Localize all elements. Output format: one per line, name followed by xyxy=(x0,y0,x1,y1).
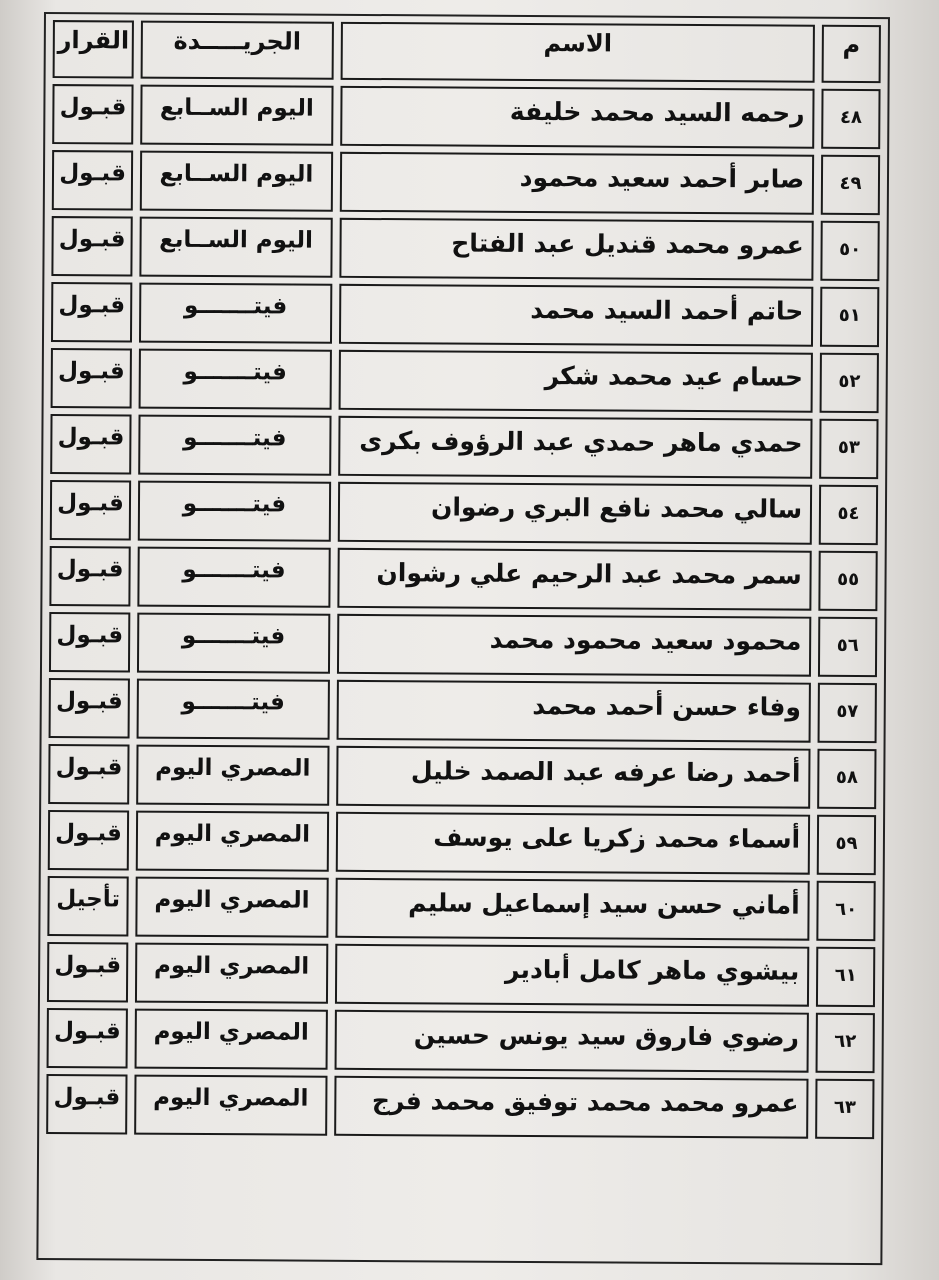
row-number: ٥٧ xyxy=(818,683,877,743)
row-decision: قبـول xyxy=(51,216,132,276)
row-newspaper: المصري اليوم xyxy=(134,1075,327,1136)
row-decision: قبـول xyxy=(51,282,132,342)
table-row xyxy=(47,1008,875,1073)
row-decision: قبـول xyxy=(51,348,132,408)
row-decision: قبـول xyxy=(50,480,131,540)
row-decision: قبـول xyxy=(49,546,130,606)
header-name: الاسم xyxy=(340,22,815,83)
table-header-row xyxy=(53,20,881,83)
row-name: حمدي ماهر حمدي عبد الرؤوف بكرى xyxy=(338,416,813,479)
table-row xyxy=(46,1074,874,1139)
row-name: عمرو محمد محمد توفيق محمد فرج xyxy=(334,1076,809,1139)
candidates-table xyxy=(39,14,888,1145)
row-number: ٥٨ xyxy=(817,749,876,809)
row-name: رحمه السيد محمد خليفة xyxy=(340,86,815,149)
row-name: سالي محمد نافع البري رضوان xyxy=(338,482,813,545)
document-table-frame xyxy=(36,12,890,1265)
row-decision: قبـول xyxy=(49,612,130,672)
row-decision: قبـول xyxy=(47,942,128,1002)
row-newspaper: المصري اليوم xyxy=(135,877,328,938)
header-newspaper: الجريـــــدة xyxy=(141,21,334,80)
row-name: حاتم أحمد السيد محمد xyxy=(339,284,814,347)
row-number: ٥٤ xyxy=(819,485,878,545)
row-number: ٦١ xyxy=(816,947,875,1007)
table-row xyxy=(50,480,878,545)
row-name: عمرو محمد قنديل عبد الفتاح xyxy=(339,218,814,281)
table-row xyxy=(51,348,879,413)
row-number: ٥٦ xyxy=(818,617,877,677)
row-newspaper: فيتـــــــو xyxy=(137,679,330,740)
table-row xyxy=(48,810,876,875)
row-number: ٦٠ xyxy=(817,881,876,941)
row-newspaper: اليوم الســابع xyxy=(140,85,333,146)
row-decision: قبـول xyxy=(46,1074,127,1134)
table-row xyxy=(49,546,877,611)
row-decision: قبـول xyxy=(52,150,133,210)
row-newspaper: فيتـــــــو xyxy=(139,283,332,344)
row-newspaper: اليوم الســابع xyxy=(140,151,333,212)
table-row xyxy=(47,942,875,1007)
table-row xyxy=(49,612,877,677)
row-newspaper: المصري اليوم xyxy=(135,1009,328,1070)
row-decision: تأجيل xyxy=(47,876,128,936)
table-row xyxy=(48,744,876,809)
row-name: وفاء حسن أحمد محمد xyxy=(336,680,811,743)
row-newspaper: فيتـــــــو xyxy=(137,613,330,674)
row-decision: قبـول xyxy=(48,810,129,870)
table-row xyxy=(52,84,880,149)
table-row xyxy=(51,216,879,281)
row-newspaper: فيتـــــــو xyxy=(139,349,332,410)
row-number: ٥٥ xyxy=(819,551,878,611)
row-newspaper: المصري اليوم xyxy=(135,943,328,1004)
row-number: ٤٨ xyxy=(821,89,880,149)
row-name: أحمد رضا عرفه عبد الصمد خليل xyxy=(336,746,811,809)
table-row xyxy=(47,876,875,941)
row-name: أسماء محمد زكريا على يوسف xyxy=(336,812,811,875)
row-name: محمود سعيد محمود محمد xyxy=(337,614,812,677)
table-row xyxy=(51,282,879,347)
row-number: ٥٢ xyxy=(820,353,879,413)
row-newspaper: فيتـــــــو xyxy=(138,481,331,542)
row-newspaper: المصري اليوم xyxy=(136,811,329,872)
table-row xyxy=(49,678,877,743)
row-name: بيشوي ماهر كامل أبادير xyxy=(335,944,810,1007)
row-number: ٥٩ xyxy=(817,815,876,875)
row-newspaper: اليوم الســابع xyxy=(140,217,333,278)
row-decision: قبـول xyxy=(47,1008,128,1068)
row-decision: قبـول xyxy=(50,414,131,474)
row-decision: قبـول xyxy=(48,744,129,804)
row-number: ٤٩ xyxy=(821,155,880,215)
row-name: أماني حسن سيد إسماعيل سليم xyxy=(335,878,810,941)
header-decision: القرار xyxy=(53,20,134,78)
row-decision: قبـول xyxy=(49,678,130,738)
table-row xyxy=(50,414,878,479)
row-decision: قبـول xyxy=(52,84,133,144)
row-newspaper: فيتـــــــو xyxy=(137,547,330,608)
row-name: حسام عيد محمد شكر xyxy=(338,350,813,413)
row-number: ٦٢ xyxy=(816,1013,875,1073)
row-newspaper: المصري اليوم xyxy=(136,745,329,806)
row-name: صابر أحمد سعيد محمود xyxy=(340,152,815,215)
row-name: سمر محمد عبد الرحيم علي رشوان xyxy=(337,548,812,611)
row-number: ٥١ xyxy=(820,287,879,347)
row-name: رضوي فاروق سيد يونس حسين xyxy=(334,1010,809,1073)
row-number: ٦٣ xyxy=(815,1079,874,1139)
header-num: م xyxy=(822,25,881,83)
row-number: ٥٠ xyxy=(821,221,880,281)
row-newspaper: فيتـــــــو xyxy=(138,415,331,476)
table-row xyxy=(52,150,880,215)
row-number: ٥٣ xyxy=(819,419,878,479)
